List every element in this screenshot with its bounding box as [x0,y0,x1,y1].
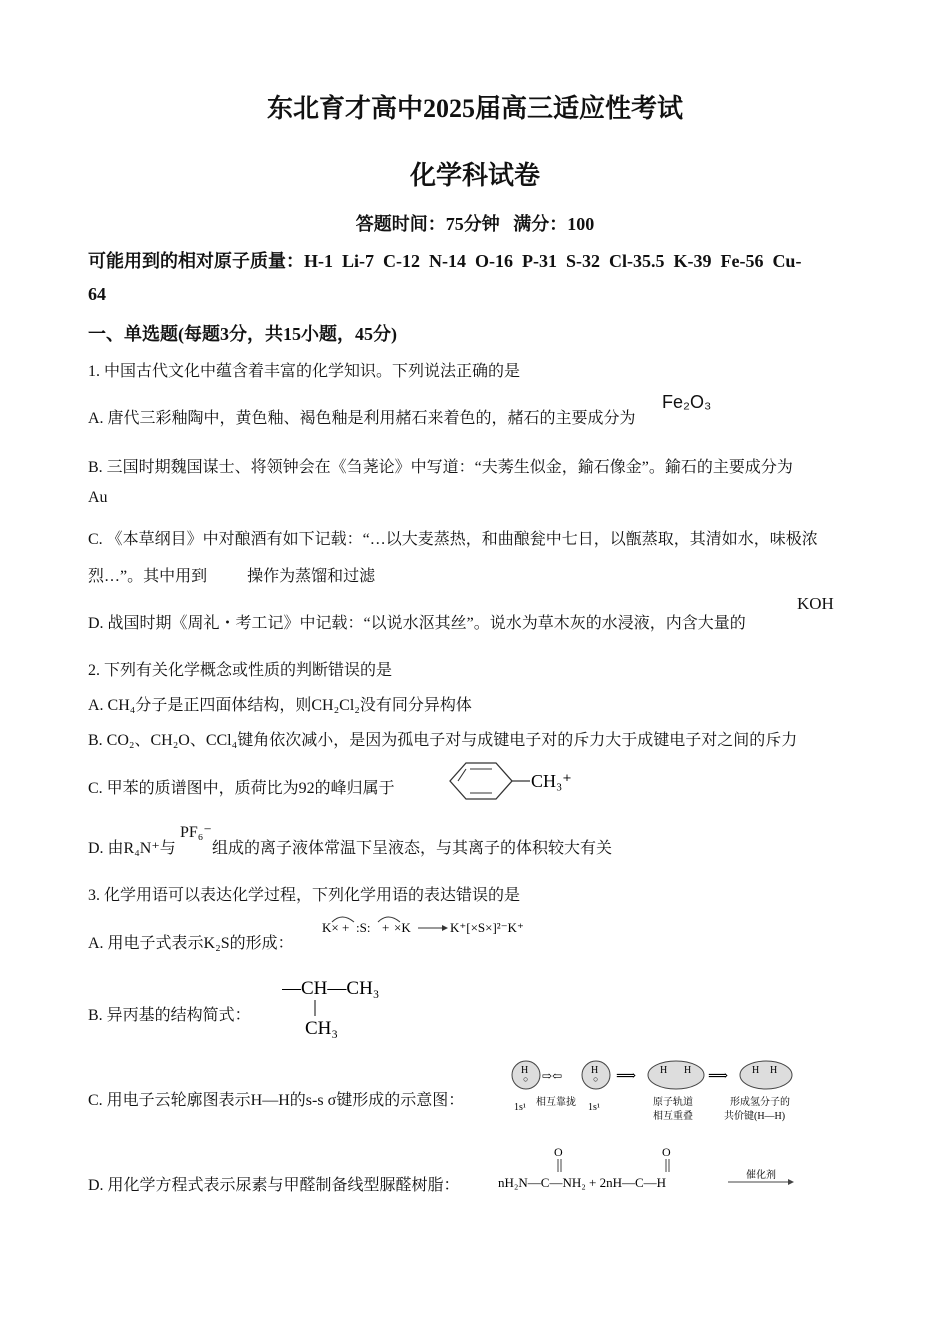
label-overlap: 相互重叠 [653,1111,693,1122]
q2-option-c: C. 甲苯的质谱图中，质荷比为92的峰归属于 [88,780,395,797]
svg-text:K⁺[×S×]²⁻K⁺: K⁺[×S×]²⁻K⁺ [450,920,524,935]
label-orbital: 原子轨道 [653,1097,693,1108]
q2-option-d-prefix: D. 由R₄N⁺与 [88,840,176,857]
svg-text:×K: ×K [394,920,411,935]
label-1s-left: 1s¹ [514,1102,526,1113]
svg-text::S:: :S: [356,920,371,935]
toluene-cation-label: CH₃⁺ [531,771,572,791]
q3-stem: 3. 化学用语可以表达化学过程，下列化学用语的表达错误的是 [88,887,521,904]
q3-option-d: D. 用化学方程式表示尿素与甲醛制备线型脲醛树脂： [88,1177,460,1194]
toluene-cation-structure [438,760,578,804]
isopropyl-bottom: CH₃ [305,1018,339,1039]
label-approach: 相互靠拢 [536,1097,576,1108]
svg-text:H: H [660,1065,668,1076]
svg-text:+: + [382,920,390,935]
section-heading: 一、单选题(每题3分，共15小题，45分) [88,324,397,344]
svg-text:K×: K× [322,920,339,935]
k2s-electron-formation [320,912,535,944]
subject-title: 化学科试卷 [409,161,540,190]
svg-text:⇨⇦: ⇨⇦ [542,1069,563,1083]
q1-option-c-line2: 烈…”。其中用到 操作为蒸馏和过滤 [88,568,376,585]
svg-text:H: H [752,1065,760,1076]
svg-text:O: O [662,1145,671,1159]
atomic-mass-line1: 可能用到的相对原子质量：H-1 Li-7 C-12 N-14 O-16 P-31 S-32 Cl-35.5 K-39 Fe-56 Cu- [88,251,802,271]
svg-text:nH₂N—C—NH₂ + 2nH—C—H: nH₂N—C—NH₂ + 2nH—C—H [498,1175,667,1190]
q3-option-b: B. 异丙基的结构简式： [88,1007,251,1024]
svg-text:⟹: ⟹ [616,1069,637,1084]
q1-option-c-line1: C. 《本草纲目》中对酿酒有如下记载：“…以大麦蒸热，和曲酿瓮中七日，以甑蒸取，其清如水，味极浓 [88,531,818,548]
q1-option-a: A. 唐代三彩釉陶中，黄色釉、褐色釉是利用赭石来着色的，赭石的主要成分为 [88,410,636,427]
isopropyl-top: —CH—CH₃ [282,978,380,999]
q2-d-ion: PF₆⁻ [180,824,212,841]
q1-d-formula: KOH [797,594,834,613]
q2-option-b: B. CO₂、CH₂O、CCl₄键角依次减小，是因为孤电子对与成键电子对的斥力大于成键电子对之间的斥力 [88,732,798,749]
urea-formaldehyde-equation [496,1140,816,1192]
q1-a-formula: Fe₂O₃ [662,392,712,412]
q2-option-d-suffix: 组成的离子液体常温下呈液态，与其离子的体积较大有关 [212,840,613,857]
q1-option-b-line1: B. 三国时期魏国谋士、将领钟会在《刍荛论》中写道：“夫莠生似金，鍮石像金”。鍮石的主要成分为 [88,459,793,476]
svg-text:○: ○ [523,1074,529,1084]
svg-text:H: H [770,1065,778,1076]
svg-text:+: + [342,920,350,935]
label-form-h2: 形成氢分子的 [730,1097,790,1108]
q1-option-b-line2: Au [88,489,108,506]
svg-text:O: O [554,1145,563,1159]
school-title: 东北育才高中2025届高三适应性考试 [266,94,683,123]
q2-stem: 2. 下列有关化学概念或性质的判断错误的是 [88,662,393,679]
hh-sigma-bond-diagram [508,1058,808,1128]
svg-text:⟹: ⟹ [708,1069,729,1084]
atomic-mass-line2: 64 [88,284,106,304]
q3-option-a: A. 用电子式表示K₂S的形成： [88,935,294,952]
svg-text:H: H [684,1065,692,1076]
catalyst-label: 催化剂 [746,1170,776,1181]
svg-text:H: H [591,1065,599,1076]
q1-stem: 1. 中国古代文化中蕴含着丰富的化学知识。下列说法正确的是 [88,363,521,380]
q1-option-d: D. 战国时期《周礼・考工记》中记载：“以说水沤其丝”。说水为草木灰的水浸液，内含大量的 [88,615,746,632]
label-covalent-bond: 共价键(H—H) [724,1111,786,1122]
q2-option-a: A. CH₄分子是正四面体结构，则CH₂Cl₂没有同分异构体 [88,697,472,714]
time-info: 答题时间：75分钟 满分：100 [355,214,595,234]
isopropyl-structure [282,970,412,1042]
svg-text:○: ○ [593,1074,599,1084]
svg-text:H: H [521,1065,529,1076]
label-1s-right: 1s¹ [588,1102,600,1113]
q3-option-c: C. 用电子云轮廓图表示H—H的s-s σ键形成的示意图： [88,1092,465,1109]
